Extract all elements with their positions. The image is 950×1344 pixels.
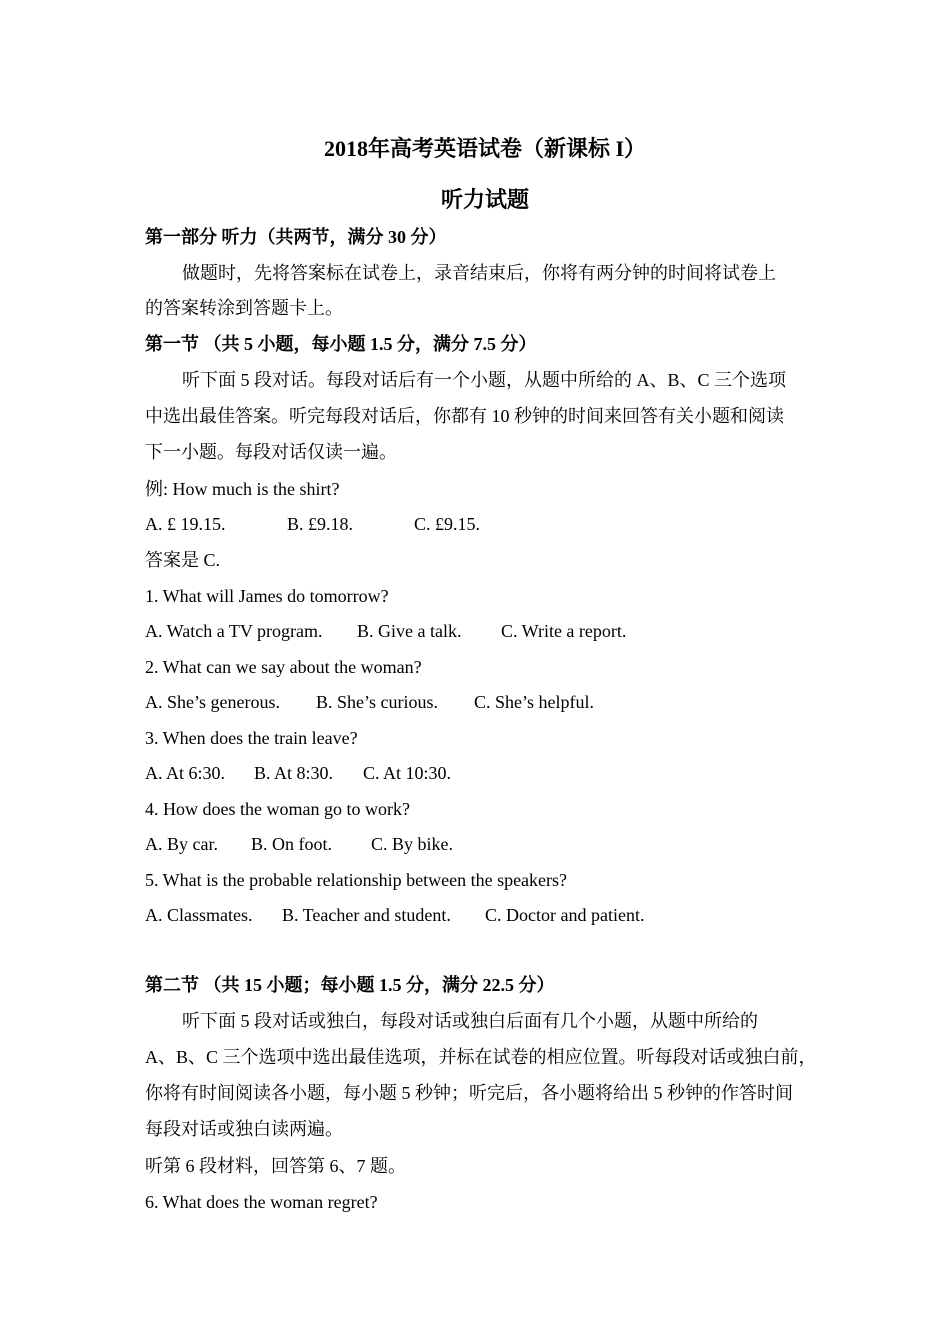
material-6-instruction: 听第 6 段材料，回答第 6、7 题。: [145, 1156, 406, 1176]
q4-option-a: A. By car.: [145, 834, 218, 854]
q4-option-c: C. By bike.: [371, 834, 454, 854]
example-option-a: A. £ 19.15.: [145, 514, 226, 534]
question-5: 5. What is the probable relationship between the speakers?: [145, 870, 568, 890]
q2-option-c: C. She’s helpful.: [474, 692, 594, 712]
part1-heading: 第一部分 听力（共两节，满分 30 分）: [145, 227, 447, 247]
question-1: 1. What will James do tomorrow?: [145, 586, 389, 606]
exam-title: 2018年高考英语试卷（新课标 I）: [323, 136, 647, 161]
q4-option-b: B. On foot.: [251, 834, 332, 854]
exam-subtitle: 听力试题: [440, 187, 529, 212]
q2-option-a: A. She’s generous.: [145, 692, 280, 712]
question-2: 2. What can we say about the woman?: [145, 657, 422, 677]
section2-intro-line4: 每段对话或独白读两遍。: [145, 1119, 343, 1139]
question-1-options: [145, 619, 626, 643]
example-option-c: C. £9.15.: [414, 514, 481, 534]
section1-intro-line2: 中选出最佳答案。听完每段对话后，你都有 10 秒钟的时间来回答有关小题和阅读: [145, 406, 784, 426]
example-answer: 答案是 C.: [145, 550, 221, 570]
question-3: 3. When does the train leave?: [145, 728, 358, 748]
part1-intro-line2: 的答案转涂到答题卡上。: [145, 298, 343, 318]
q5-option-c: C. Doctor and patient.: [485, 905, 645, 925]
section2-intro-line1: 听下面 5 段对话或独白，每段对话或独白后面有几个小题，从题中所给的: [182, 1011, 758, 1031]
question-4-options: [145, 832, 453, 856]
q5-option-a: A. Classmates.: [145, 905, 253, 925]
example-option-b: B. £9.18.: [287, 514, 354, 534]
question-5-options: [145, 903, 644, 927]
question-3-options: [145, 761, 451, 785]
q1-option-c: C. Write a report.: [501, 621, 627, 641]
section2-heading: 第二节 （共 15 小题；每小题 1.5 分，满分 22.5 分）: [145, 975, 555, 995]
q5-option-b: B. Teacher and student.: [282, 905, 451, 925]
example-options: [145, 512, 480, 536]
q1-option-b: B. Give a talk.: [357, 621, 462, 641]
section1-intro-line3: 下一小题。每段对话仅读一遍。: [145, 442, 397, 462]
section1-heading: 第一节 （共 5 小题，每小题 1.5 分，满分 7.5 分）: [145, 334, 537, 354]
q1-option-a: A. Watch a TV program.: [145, 621, 323, 641]
question-6: 6. What does the woman regret?: [145, 1192, 378, 1212]
section2-intro-line3: 你将有时间阅读各小题，每小题 5 秒钟；听完后，各小题将给出 5 秒钟的作答时间: [145, 1083, 793, 1103]
q3-option-a: A. At 6:30.: [145, 763, 226, 783]
part1-intro-line1: 做题时，先将答案标在试卷上，录音结束后，你将有两分钟的时间将试卷上: [182, 263, 776, 283]
q2-option-b: B. She’s curious.: [316, 692, 439, 712]
section2-intro-line2: A、B、C 三个选项中选出最佳选项，并标在试卷的相应位置。听每段对话或独白前，: [145, 1047, 817, 1067]
q3-option-c: C. At 10:30.: [363, 763, 452, 783]
q3-option-b: B. At 8:30.: [254, 763, 334, 783]
question-4: 4. How does the woman go to work?: [145, 799, 410, 819]
section1-intro-line1: 听下面 5 段对话。每段对话后有一个小题，从题中所给的 A、B、C 三个选项: [182, 370, 787, 390]
question-2-options: [145, 690, 594, 714]
example-question: 例: How much is the shirt?: [145, 479, 340, 499]
